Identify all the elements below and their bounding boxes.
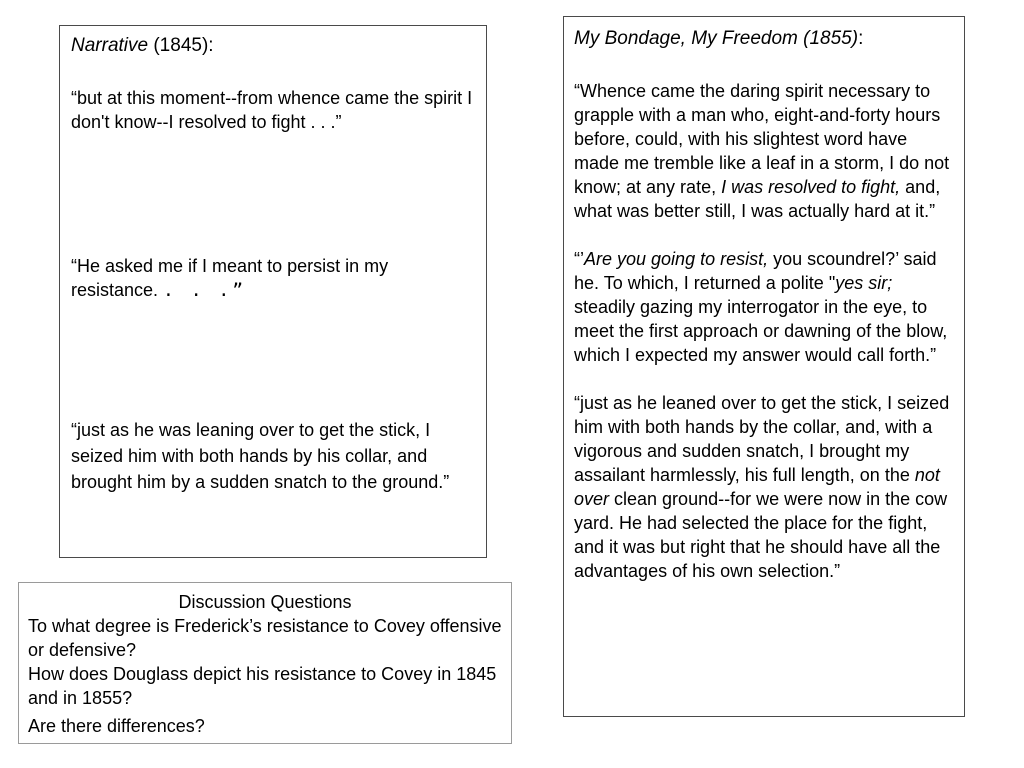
narrative-quote-snatch: “just as he was leaning over to get the stick, I seized him with both hands by his collar, and brought him by a sudden snatch to the ground.”: [71, 420, 450, 492]
discussion-questions-panel: [18, 582, 512, 744]
narrative-1845-panel: [59, 25, 487, 558]
narrative-quote-persist-ellipsis: . . .”: [163, 280, 247, 301]
bondage-quote1-b: and, what was better still, I was actually hard at it.”: [574, 177, 941, 221]
bondage-quote2-italic1: Are you going to resist,: [584, 249, 769, 269]
bondage-heading: [574, 26, 954, 52]
narrative-quote-persist-text: “He asked me if I meant to persist in my resistance.: [71, 256, 389, 300]
bondage-quote3-a: “just as he leaned over to get the stick, I seized him with both hands by the collar, and, with a vigorous and sudden snatch, I brought my assailant harmlessly, his full length, on the: [574, 393, 950, 485]
narrative-title: Narrative: [71, 35, 149, 56]
bondage-quote2-a: you scoundrel?’ said he. To which, I returned a polite ": [574, 249, 937, 293]
bondage-quote3-italic: not over: [574, 465, 940, 509]
bondage-quote2-open: “’: [574, 249, 584, 269]
bondage-1855-panel: [563, 16, 965, 717]
bondage-quote2-italic2: yes sir;: [835, 273, 893, 293]
narrative-year: (1845):: [148, 35, 214, 56]
discussion-question-2: How does Douglass depict his resistance to Covey in 1845 and in 1855?: [28, 664, 497, 708]
discussion-question-3: Are there differences?: [28, 716, 205, 736]
discussion-question-1: To what degree is Frederick’s resistance to Covey offensive or defensive?: [28, 616, 502, 660]
narrative-heading: [71, 33, 475, 59]
bondage-quote-snatch: [574, 391, 954, 583]
bondage-quote2-b: steadily gazing my interrogator in the eye, to meet the first approach or dawning of the blow, which I expected my answer would call forth.”: [574, 297, 948, 365]
narrative-quote-persist: [71, 254, 475, 303]
bondage-quote1-a: “Whence came the daring spirit necessary to grapple with a man who, eight-and-forty hours before, could, with his slightest word have made me tremble like a leaf in a storm, I do not know; at any rate,: [574, 81, 950, 197]
bondage-quote1-italic: I was resolved to fight,: [721, 177, 901, 197]
bondage-quote-daring-spirit: [574, 79, 954, 223]
narrative-quote-resolved: “but at this moment--from whence came the spirit I don't know--I resolved to fight . . .”: [71, 88, 473, 132]
bondage-quote3-b: clean ground--for we were now in the cow yard. He had selected the place for the fight, and it was but right that he should have all the advantages of his own selection.”: [574, 489, 948, 581]
discussion-title: Discussion Questions: [178, 592, 352, 612]
bondage-quote-resist: [574, 247, 954, 367]
bondage-title: My Bondage, My Freedom (1855): [574, 28, 859, 49]
bondage-title-colon: :: [858, 28, 864, 49]
